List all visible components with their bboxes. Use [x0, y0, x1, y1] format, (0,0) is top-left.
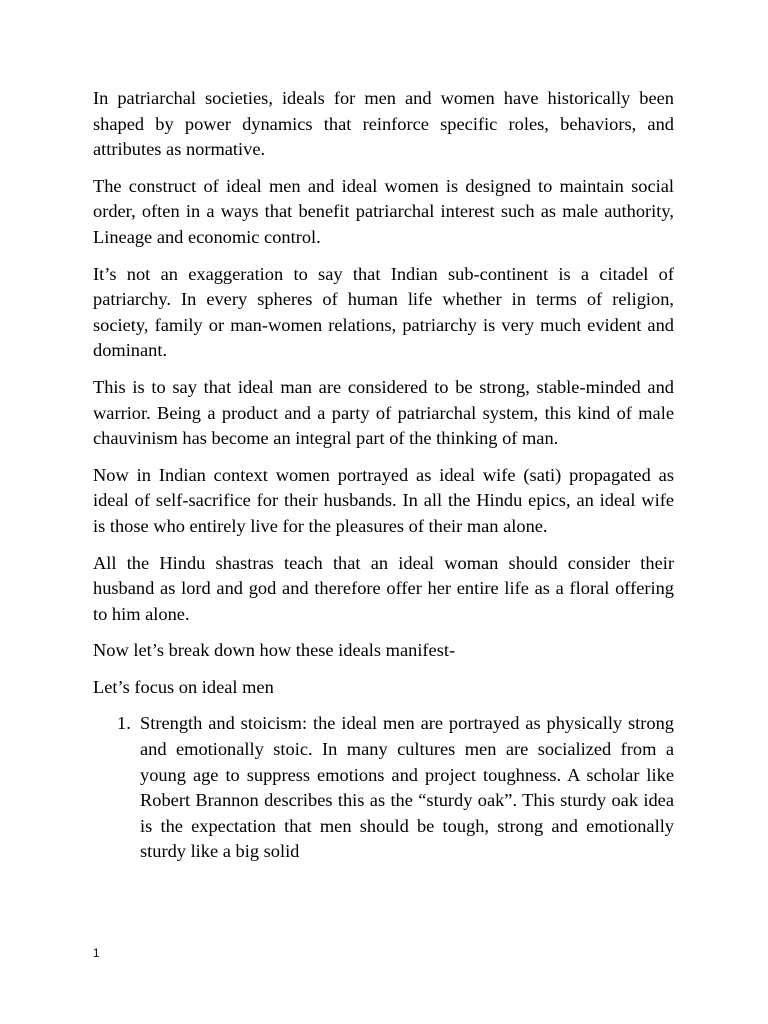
- paragraph-6: All the Hindu shastras teach that an ideal woman should consider their husband as lord and god and therefore offer her entire life as a floral offering to him alone.: [93, 552, 674, 624]
- paragraph-5: Now in Indian context women portrayed as ideal wife (sati) propagated as ideal of self-sacrifice for their husbands. In all the Hindu epics, an ideal wife is those who entirely live for the pleasures of their man alone.: [93, 464, 674, 536]
- paragraph-7: Now let’s break down how these ideals manifest-: [93, 640, 456, 661]
- document-body: [93, 86, 674, 865]
- paragraph-8: Let’s focus on ideal men: [93, 676, 274, 697]
- paragraph-3: It’s not an exaggeration to say that Indian sub-continent is a citadel of patriarchy. In every spheres of human life whether in terms of religion, society, family or man-women relations, patriarchy is very much evident and dominant.: [93, 263, 674, 361]
- page-number: 1: [93, 948, 100, 960]
- list-item-number: 1.: [117, 713, 131, 734]
- paragraph-1: In patriarchal societies, ideals for men and women have historically been shaped by power dynamics that reinforce specific roles, behaviors, and attributes as normative.: [93, 88, 674, 160]
- list-item-text: Strength and stoicism: the ideal men are portrayed as physically strong and emotionally stoic. In many cultures men are socialized from a young age to suppress emotions and project toughness. A scholar like Robert Brannon describes this as the “sturdy oak”. This sturdy oak idea is the expectation that men should be tough, strong and emotionally sturdy like a big solid: [140, 713, 674, 862]
- paragraph-2: The construct of ideal men and ideal women is designed to maintain social order, often in a ways that benefit patriarchal interest such as male authority, Lineage and economic control.: [93, 175, 674, 247]
- numbered-list: [93, 711, 674, 865]
- paragraph-4: This is to say that ideal man are considered to be strong, stable-minded and warrior. Being a product and a party of patriarchal system, this kind of male chauvinism has become an integral part of the thinking of man.: [93, 376, 674, 449]
- list-item: [93, 711, 674, 865]
